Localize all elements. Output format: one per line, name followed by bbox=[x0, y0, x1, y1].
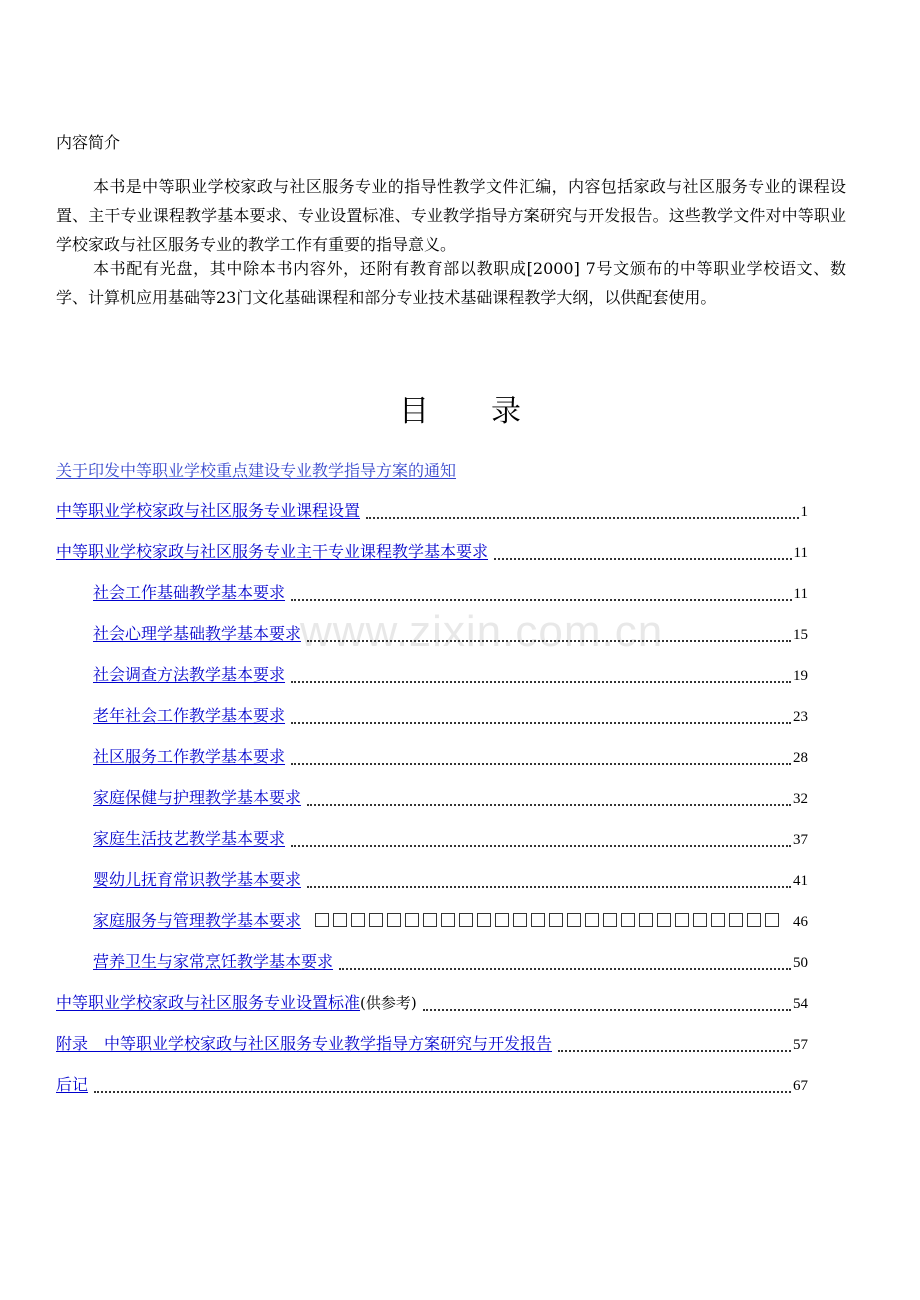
toc-entry bbox=[56, 498, 808, 524]
toc-link-elderly-social-work[interactable]: 老年社会工作教学基本要求 bbox=[93, 706, 286, 725]
toc-link-appendix-report[interactable]: 附录 中等职业学校家政与社区服务专业教学指导方案研究与开发报告 bbox=[56, 1034, 553, 1053]
toc-entry bbox=[56, 990, 808, 1016]
toc-link-social-work-basics[interactable]: 社会工作基础教学基本要求 bbox=[93, 583, 286, 602]
dot-leader bbox=[366, 517, 798, 519]
page-number: 32 bbox=[793, 791, 808, 807]
page-number: 11 bbox=[793, 545, 808, 561]
toc-entry bbox=[93, 826, 808, 852]
page-number: 37 bbox=[793, 832, 808, 848]
dot-leader bbox=[307, 886, 791, 888]
toc-entry bbox=[93, 580, 808, 606]
intro-heading: 内容简介 bbox=[56, 133, 121, 152]
toc-entry bbox=[93, 867, 808, 893]
toc-entry bbox=[93, 785, 808, 811]
dot-leader bbox=[291, 763, 791, 765]
toc-entry bbox=[56, 1072, 808, 1098]
dot-leader bbox=[291, 722, 791, 724]
toc-suffix: (供参考) bbox=[360, 994, 417, 1012]
dot-leader bbox=[307, 804, 791, 806]
toc-link-course-setup[interactable]: 中等职业学校家政与社区服务专业课程设置 bbox=[56, 501, 361, 520]
page-number: 50 bbox=[793, 955, 808, 971]
page-number: 15 bbox=[793, 627, 808, 643]
box-leader bbox=[315, 913, 792, 929]
dot-leader bbox=[558, 1050, 791, 1052]
toc-link-notice[interactable]: 关于印发中等职业学校重点建设专业教学指导方案的通知 bbox=[56, 461, 457, 480]
toc-entry bbox=[56, 539, 808, 565]
dot-leader bbox=[291, 845, 791, 847]
toc-entry bbox=[93, 744, 808, 770]
toc-entry bbox=[93, 621, 808, 647]
toc-link-nutrition-cooking[interactable]: 营养卫生与家常烹饪教学基本要求 bbox=[93, 952, 334, 971]
toc-entry bbox=[56, 1031, 808, 1057]
toc-link-community-service[interactable]: 社区服务工作教学基本要求 bbox=[93, 747, 286, 766]
toc-link-program-standard[interactable]: 中等职业学校家政与社区服务专业设置标准 bbox=[56, 993, 361, 1012]
intro-paragraph-2: 本书配有光盘，其中除本书内容外，还附有教育部以教职成[2000] 7号文颁布的中等职业学校语文、数学、计算机应用基础等23门文化基础课程和部分专业技术基础课程教学大纲，以供配套使用。 bbox=[56, 259, 846, 307]
toc-link-infant-care[interactable]: 婴幼儿抚育常识教学基本要求 bbox=[93, 870, 302, 889]
page-number: 41 bbox=[793, 873, 808, 889]
toc-link-afterword[interactable]: 后记 bbox=[56, 1075, 89, 1094]
page-number: 46 bbox=[793, 914, 808, 930]
dot-leader bbox=[494, 558, 792, 560]
toc-link-family-life-skills[interactable]: 家庭生活技艺教学基本要求 bbox=[93, 829, 286, 848]
page-number: 57 bbox=[793, 1037, 808, 1053]
page-number: 1 bbox=[800, 504, 808, 520]
toc-title: 目录 bbox=[399, 394, 583, 429]
page-number: 28 bbox=[793, 750, 808, 766]
intro-paragraph-1: 本书是中等职业学校家政与社区服务专业的指导性教学文件汇编，内容包括家政与社区服务专业的课程设置、主干专业课程教学基本要求、专业设置标准、专业教学指导方案研究与开发报告。这些教学文件对中等职业学校家政与社区服务专业的教学工作有重要的指导意义。 bbox=[56, 177, 846, 254]
page-number: 23 bbox=[793, 709, 808, 725]
dot-leader bbox=[423, 1009, 791, 1011]
toc-link-social-survey[interactable]: 社会调查方法教学基本要求 bbox=[93, 665, 286, 684]
toc-entry-notice bbox=[56, 458, 808, 484]
toc-entry bbox=[93, 703, 808, 729]
toc-entry bbox=[93, 949, 808, 975]
dot-leader bbox=[94, 1091, 791, 1093]
dot-leader bbox=[291, 599, 792, 601]
page-number: 11 bbox=[793, 586, 808, 602]
watermark-text: www.zixin.com.cn bbox=[300, 607, 664, 656]
toc-link-social-psychology[interactable]: 社会心理学基础教学基本要求 bbox=[93, 624, 302, 643]
page-number: 54 bbox=[793, 996, 808, 1012]
page-number: 19 bbox=[793, 668, 808, 684]
toc-entry bbox=[93, 908, 808, 934]
toc-entry bbox=[93, 662, 808, 688]
dot-leader bbox=[291, 681, 791, 683]
page-number: 67 bbox=[793, 1078, 808, 1094]
dot-leader bbox=[339, 968, 791, 970]
toc-link-core-course-requirements[interactable]: 中等职业学校家政与社区服务专业主干专业课程教学基本要求 bbox=[56, 542, 489, 561]
toc-link-family-health-care[interactable]: 家庭保健与护理教学基本要求 bbox=[93, 788, 302, 807]
toc-link-family-service-management[interactable]: 家庭服务与管理教学基本要求 bbox=[93, 911, 302, 930]
dot-leader bbox=[307, 640, 791, 642]
